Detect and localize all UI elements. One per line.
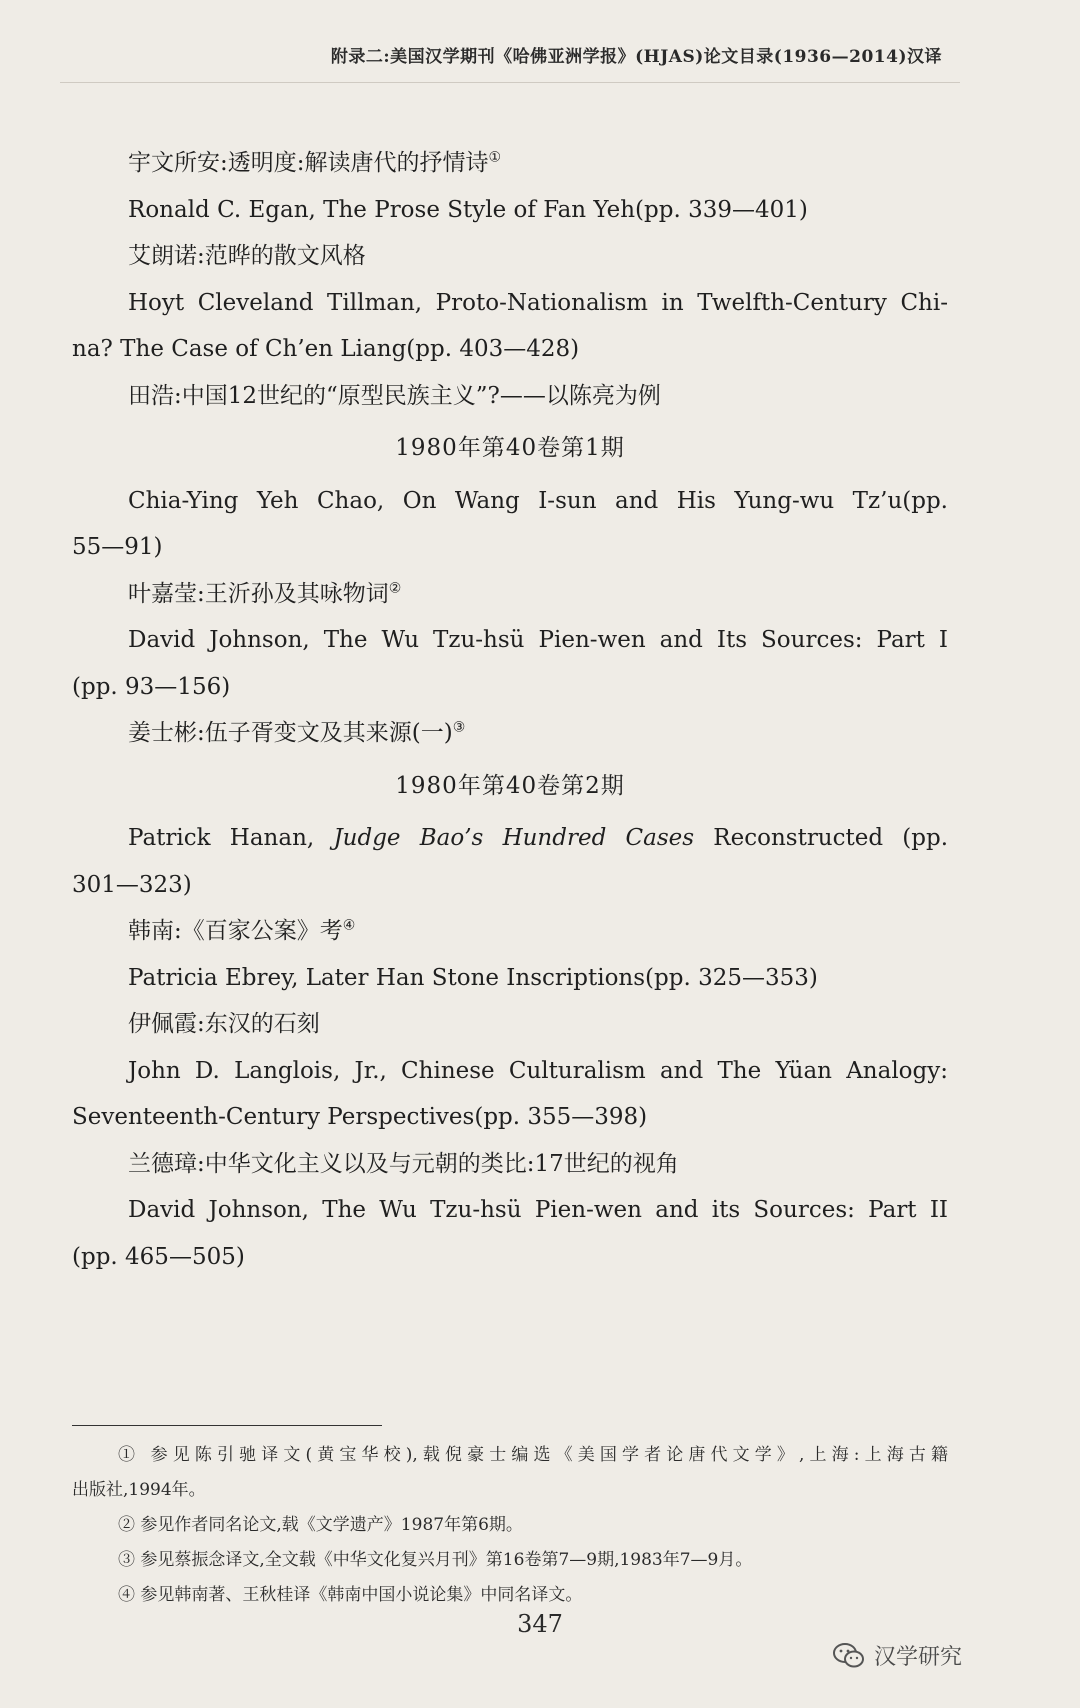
running-header: 附录二:美国汉学期刊《哈佛亚洲学报》(HJAS)论文目录(1936—2014)汉译 <box>330 47 942 67</box>
footnote-3: ③ 参见蔡振念译文,全文载《中华文化复兴月刊》第16卷第7—9期,1983年7—9月。 <box>118 1550 753 1570</box>
issue-heading: 1980年第40卷第2期 <box>395 772 625 799</box>
entry-text: 宇文所安:透明度:解读唐代的抒情诗 <box>128 150 489 176</box>
footnote-rule <box>72 1425 382 1426</box>
footnote-ref: ③ <box>452 719 466 736</box>
wechat-icon <box>832 1642 866 1670</box>
entry-title-cn <box>72 571 948 618</box>
entry-text: 姜士彬:伍子胥变文及其来源(一) <box>128 720 453 746</box>
entry-title-cn: 兰德璋:中华文化主义以及与元朝的类比:17世纪的视角 <box>128 1150 679 1177</box>
footnote-ref: ④ <box>342 917 356 934</box>
entry-title-en-cont: 301—323) <box>72 871 192 898</box>
footnote-2: ② 参见作者同名论文,载《文学遗产》1987年第6期。 <box>118 1515 523 1535</box>
watermark-text: 汉学研究 <box>873 1645 962 1670</box>
footnote-ref: ② <box>388 579 402 596</box>
entry-title-cn: 伊佩霞:东汉的石刻 <box>128 1011 320 1037</box>
footnote-4: ④ 参见韩南著、王秋桂译《韩南中国小说论集》中同名译文。 <box>118 1585 583 1605</box>
entry-title-cn <box>72 140 948 187</box>
footnote-1-cont: 出版社,1994年。 <box>72 1480 206 1500</box>
footnote-1: ① 参见陈引驰译文(黄宝华校),载倪豪士编选《美国学者论唐代文学》,上海:上海古籍 <box>118 1445 948 1465</box>
header-rule <box>60 82 960 83</box>
entry-title-en: John D. Langlois, Jr., Chinese Culturalism and The Yüan Analogy: <box>128 1057 948 1084</box>
entry-title-en-cont: 55—91) <box>72 534 163 560</box>
entry-text: 叶嘉莹:王沂孙及其咏物词 <box>128 580 389 607</box>
entry-title-cn: 艾朗诺:范晔的散文风格 <box>128 243 366 269</box>
entry-title-en: David Johnson, The Wu Tzu-hsü Pien-wen and Its Sources: Part I <box>128 627 948 653</box>
entry-title-en-cont: Seventeenth-Century Perspectives(pp. 355—398) <box>72 1104 648 1130</box>
entry-title-en <box>72 815 948 862</box>
entry-text: Reconstructed (pp. <box>713 825 949 851</box>
watermark <box>832 1640 962 1671</box>
entry-title-en: Chia-Ying Yeh Chao, On Wang I-sun and His Yung-wu Tz’u(pp. <box>128 487 948 514</box>
entry-title-en-cont: na? The Case of Ch’en Liang(pp. 403—428) <box>72 336 580 362</box>
body-text <box>72 140 948 1280</box>
entry-title-en-cont: (pp. 465—505) <box>72 1243 245 1270</box>
entry-title-en-cont: (pp. 93—156) <box>72 673 231 700</box>
issue-heading: 1980年第40卷第1期 <box>395 435 625 461</box>
footnotes <box>72 1438 948 1613</box>
entry-title-en: Patricia Ebrey, Later Han Stone Inscriptions(pp. 325—353) <box>128 964 818 991</box>
entry-title-cn <box>72 908 948 955</box>
page-number: 347 <box>517 1610 563 1638</box>
entry-title-cn <box>72 710 948 757</box>
book-title: Judge Bao’s Hundred Cases <box>333 825 695 851</box>
entry-title-cn: 田浩:中国12世纪的“原型民族主义”?——以陈亮为例 <box>128 382 661 409</box>
entry-title-en: Ronald C. Egan, The Prose Style of Fan Yeh(pp. 339—401) <box>128 196 808 223</box>
entry-title-en: Hoyt Cleveland Tillman, Proto-Nationalism in Twelfth-Century Chi- <box>128 289 948 316</box>
author: Patrick Hanan, <box>128 825 315 851</box>
entry-text: 韩南:《百家公案》考 <box>128 918 343 944</box>
entry-title-en: David Johnson, The Wu Tzu-hsü Pien-wen and its Sources: Part II <box>128 1197 948 1223</box>
footnote-ref: ① <box>488 149 502 166</box>
